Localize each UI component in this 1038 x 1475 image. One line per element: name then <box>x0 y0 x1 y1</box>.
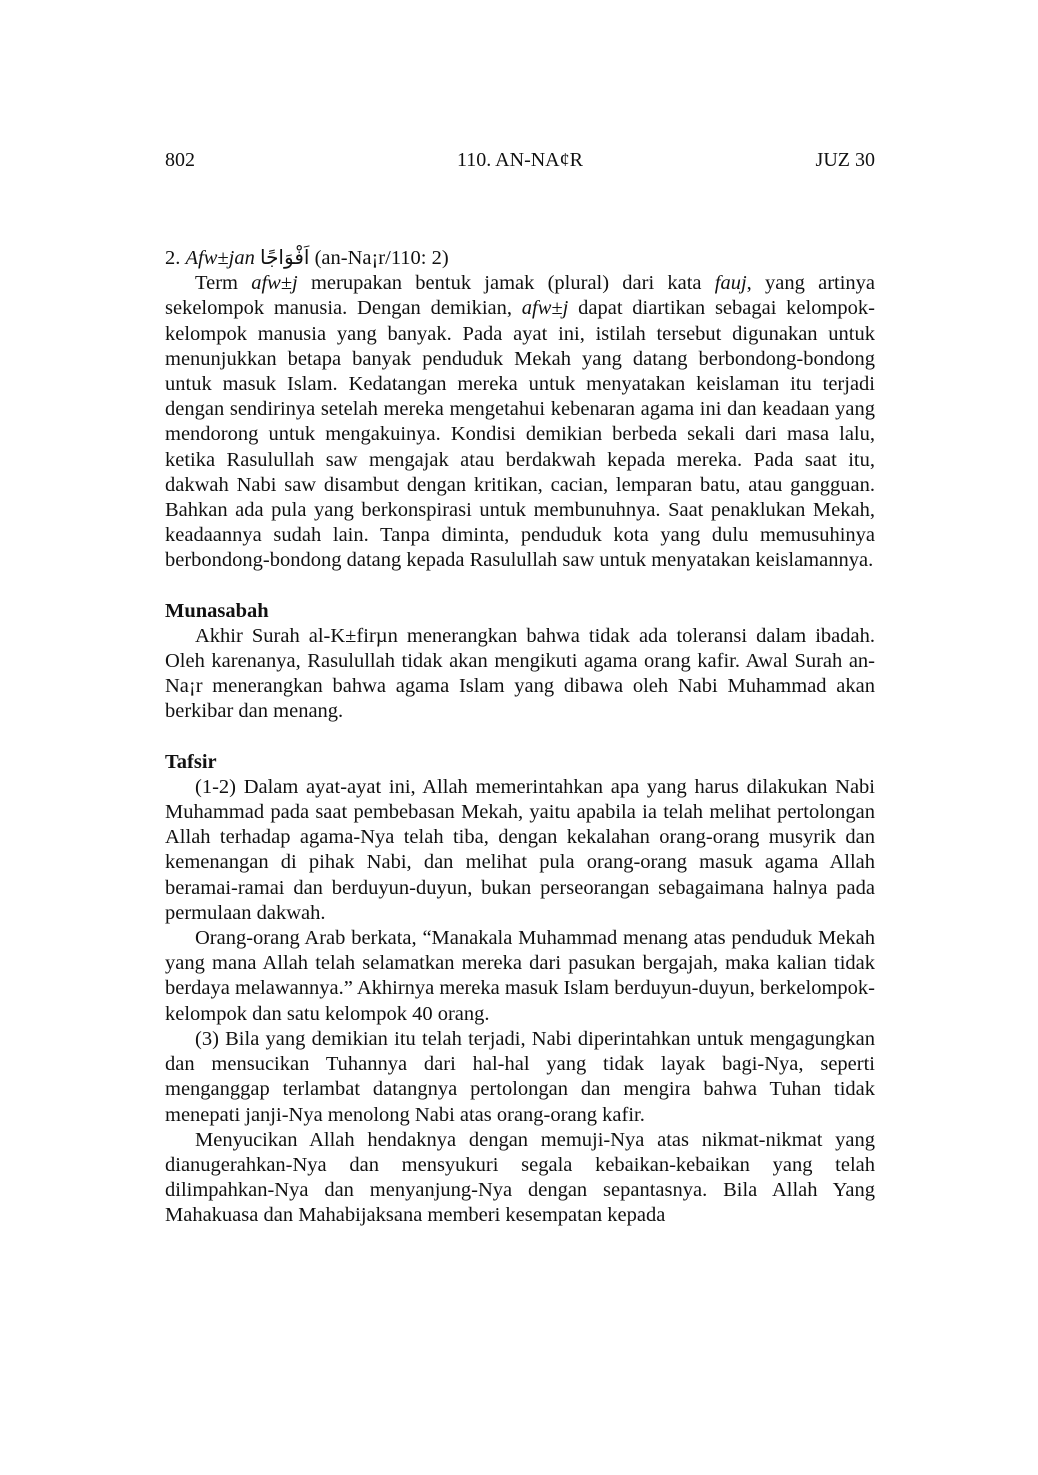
text-run: Term <box>195 272 252 295</box>
tafsir-paragraph: (3) Bila yang demikian itu telah terjadi, Nabi diperintahkan untuk mengagungkan dan mensucikan Tuhannya dari hal-hal yang tidak layak bagi-Nya, seperti menganggap terlambat datangnya pertolongan dan mengira bahwa Tuhan tidak menepati janji-Nya menolong Nabi atas orang-orang kafir. <box>165 1027 875 1126</box>
vocab-explanation <box>165 271 875 573</box>
italic-term: afw±j <box>521 297 569 320</box>
tafsir-heading: Tafsir <box>165 750 217 773</box>
running-header <box>165 146 875 174</box>
tafsir-paragraph: Orang-orang Arab berkata, “Manakala Muhammad menang atas penduduk Mekah yang mana Allah telah selamatkan mereka dari pasukan bergajah, maka kalian tidak berdaya melawannya.” Akhirnya mereka masuk Islam berduyun-duyun, berkelompok-kelompok dan satu kelompok 40 orang. <box>165 927 875 1025</box>
surah-title: 110. AN-NA¢R <box>457 149 583 171</box>
arabic-term: اَفْوَاجًا <box>259 245 310 269</box>
vocab-item-heading <box>165 245 875 271</box>
verse-reference: (an-Na¡r/110: 2) <box>314 247 449 269</box>
text-run: merupakan bentuk jamak (plural) dari kata <box>297 272 715 295</box>
spacer <box>165 574 875 599</box>
italic-term: afw±j <box>251 272 298 295</box>
tafsir-paragraph: (1-2) Dalam ayat-ayat ini, Allah memerintahkan apa yang harus dilakukan Nabi Muhammad pada saat pembebasan Mekah, yaitu apabila ia telah melihat pertolongan Allah terhadap agama-Nya telah tiba, dengan kekalahan orang-orang musyrik dan kemenangan di pihak Nabi, dan melihat pula orang-orang masuk agama Allah beramai-ramai dan berduyun-duyun, bukan perseorangan sebagaimana halnya pada permulaan dakwah. <box>165 775 875 924</box>
vocab-term: Afw±jan <box>185 247 255 269</box>
spacer <box>165 725 875 750</box>
juz-label: JUZ 30 <box>815 149 875 171</box>
vocab-item-number: 2. <box>165 247 181 269</box>
munasabah-heading: Munasabah <box>165 599 269 622</box>
text-run: dapat diartikan sebagai kelompok-kelompok manusia yang banyak. Pada ayat ini, istilah tersebut digunakan untuk menunjukkan betapa banyak penduduk Mekah yang datang berbondong-bondong untuk masuk Islam. Kedatangan mereka untuk menyatakan keislaman itu terjadi dengan sendirinya setelah mereka mengetahui kebenaran agama ini dan keadaan yang mendorong untuk mengakuinya. Kondisi demikian berbeda sekali dari masa lalu, ketika Rasulullah saw mengajak atau berdakwah kepada mereka. Pada saat itu, dakwah Nabi saw disambut dengan kritikan, cacian, lemparan batu, atau gangguan. Bahkan ada pula yang berkonspirasi untuk membunuhnya. Saat penaklukan Mekah, keadaannya sudah lain. Tanpa diminta, penduduk kota yang dulu memusuhinya berbondong-bondong datang kepada Rasulullah saw untuk menyatakan keislamannya. <box>165 297 876 572</box>
italic-term: fauj <box>714 272 747 295</box>
text-run: , yang artinya sekelompok manusia. Dengan demikian, <box>165 272 876 320</box>
page-body <box>165 245 875 1229</box>
page-number: 802 <box>165 149 195 171</box>
tafsir-paragraph: Menyucikan Allah hendaknya dengan memuji-Nya atas nikmat-nikmat yang dianugerahkan-Nya dan mensyukuri segala kebaikan-kebaikan yang telah dilimpahkan-Nya dan menyanjung-Nya dengan sepantasnya. Bila Allah Yang Mahakuasa dan Mahabijaksana memberi kesempatan kepada <box>165 1128 875 1227</box>
munasabah-text: Akhir Surah al-K±firµn menerangkan bahwa tidak ada toleransi dalam ibadah. Oleh karenanya, Rasulullah tidak akan mengikuti agama orang kafir. Awal Surah an-Na¡r menerangkan bahwa agama Islam yang dibawa oleh Nabi Muhammad akan berkibar dan menang. <box>165 624 875 723</box>
